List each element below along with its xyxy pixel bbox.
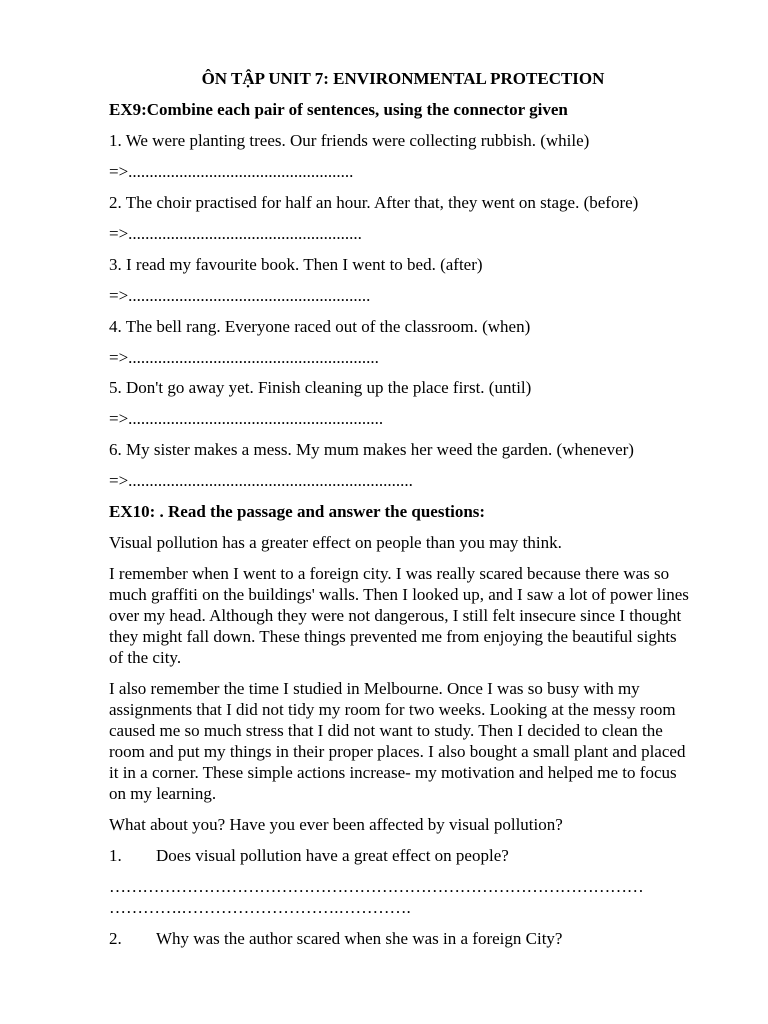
ex9-question-1: 1. We were planting trees. Our friends were collecting rubbish. (while) — [109, 131, 590, 150]
ex9-question-6: 6. My sister makes a mess. My mum makes her weed the garden. (whenever) — [109, 440, 634, 459]
answer-dotted-line-1: …………………………………………………………………………………… — [109, 877, 644, 896]
ex9-answer-line-5: =>............................................................ — [109, 409, 384, 428]
page-title: ÔN TẬP UNIT 7: ENVIRONMENTAL PROTECTION — [201, 69, 605, 88]
ex10-question-2 — [109, 928, 562, 949]
ex9-question-2: 2. The choir practised for half an hour. After that, they went on stage. (before) — [109, 193, 639, 212]
ex9-question-4: 4. The bell rang. Everyone raced out of the classroom. (when) — [109, 317, 531, 336]
ex9-answer-line-6: =>................................................................... — [109, 471, 413, 490]
passage-intro: Visual pollution has a greater effect on people than you may think. — [109, 533, 562, 552]
question-number: 1. — [109, 846, 122, 865]
passage-paragraph-1: I remember when I went to a foreign city. I was really scared because there was so much graffiti on the buildings' walls. Then I looked up, and I saw a lot of power lines over my head. Although they were not dangerous, I still felt insecure since I thought they might fall down. These things prevented me from enjoying the beautiful sights of the city. — [109, 564, 689, 667]
ex9-question-3: 3. I read my favourite book. Then I went to bed. (after) — [109, 255, 483, 274]
ex9-answer-line-1: =>..................................................... — [109, 162, 354, 181]
ex10-heading: EX10: . Read the passage and answer the questions: — [109, 502, 486, 521]
passage-paragraph-2: I also remember the time I studied in Melbourne. Once I was so busy with my assignments that I did not tidy my room for two weeks. Looking at the messy room caused me so much stress that I did not want to study. Then I decided to clean the room and put my things in their proper places. I also bought a small plant and placed it in a corner. These simple actions increase- my motivation and helped me to focus on my learning. — [109, 679, 686, 803]
ex9-heading: EX9:Combine each pair of sentences, using the connector given — [109, 100, 568, 119]
question-text: Why was the author scared when she was in a foreign City? — [156, 929, 563, 948]
ex9-answer-line-4: =>........................................................... — [109, 348, 379, 367]
question-text: Does visual pollution have a great effect on people? — [156, 846, 509, 865]
ex9-question-5: 5. Don't go away yet. Finish cleaning up the place first. (until) — [109, 378, 532, 397]
answer-dotted-line-2: ………….……………………….…………. — [109, 898, 411, 917]
question-number: 2. — [109, 929, 122, 948]
ex9-answer-line-2: =>....................................................... — [109, 224, 362, 243]
ex10-question-1 — [109, 845, 509, 866]
ex9-answer-line-3: =>......................................................... — [109, 286, 371, 305]
passage-closing: What about you? Have you ever been affected by visual pollution? — [109, 815, 563, 834]
